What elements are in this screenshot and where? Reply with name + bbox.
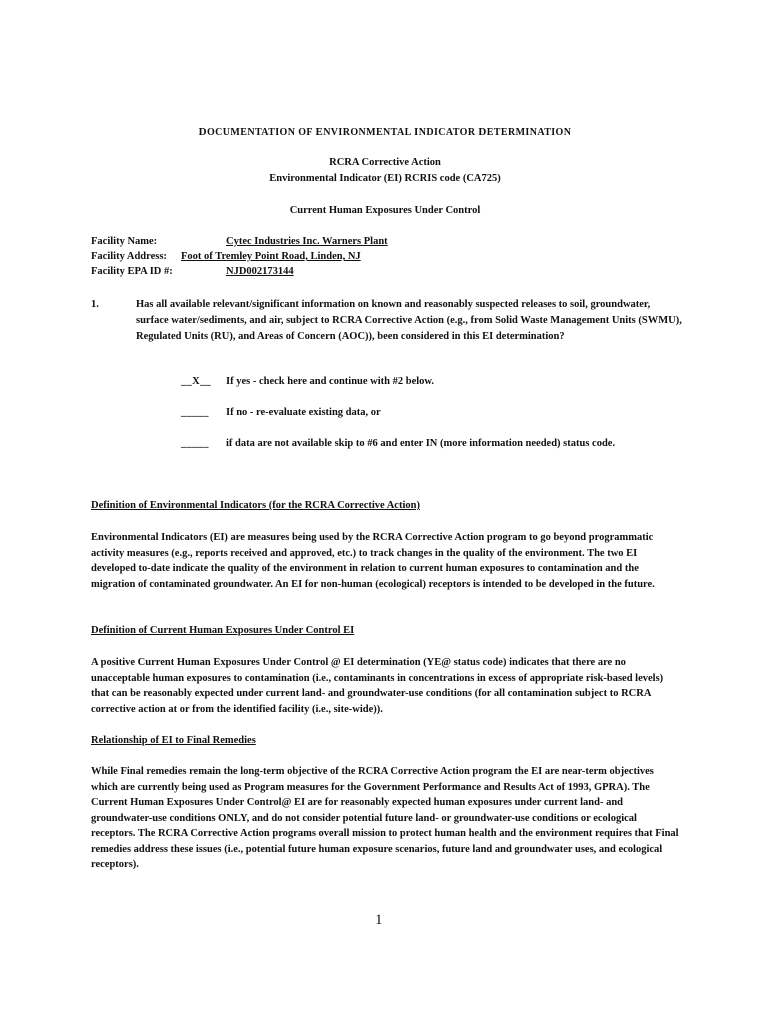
title-part: D	[198, 126, 207, 138]
title-part: OCUMENTATION OF	[207, 127, 316, 138]
program-line: RCRA Corrective Action	[329, 157, 441, 168]
page-number: 1	[375, 912, 383, 928]
option-no-blank[interactable]: _____	[181, 407, 209, 418]
option-skip-text-content: if data are not available skip to #6 and enter IN (more information needed) status code.	[226, 438, 616, 449]
option-skip-text	[221, 436, 641, 452]
title-part: NDICATOR	[418, 127, 479, 138]
option-yes-text: If yes - check here and continue with #2 below.	[226, 376, 435, 387]
indicator-code-line: Environmental Indicator (EI) RCRIS code (CA725)	[269, 173, 501, 184]
option-skip-blank[interactable]: _____	[181, 438, 209, 449]
facility-name-value: Cytec Industries Inc. Warners Plant	[226, 236, 388, 247]
title-part: D	[478, 126, 487, 138]
section-heading-ei-definition: Definition of Environmental Indicators (for the RCRA Corrective Action)	[91, 500, 420, 511]
section-body-final-remedies: While Final remedies remain the long-term objective of the RCRA Corrective Action program the EI are near-term objectives which are currently being used as Program measures for the Government Performance and Results Act of 1993, GPRA). The Current Human Exposures Under Control@ EI are for reasonably expected human exposures under current land- and groundwater-use conditions ONLY, and do not consider potential future land- or groundwater-use conditions or ecological receptors. The RCRA Corrective Action programs overall mission to protect human health and the environment requires that Final remedies address these issues (i.e., potential future human exposure scenarios, future land and groundwater uses, and ecological receptors).	[91, 766, 679, 870]
title-part: NVIRONMENTAL	[323, 127, 415, 138]
section-heading-final-remedies: Relationship of EI to Final Remedies	[91, 735, 256, 746]
facility-name-label: Facility Name:	[91, 236, 158, 247]
section-body-ei-definition: Environmental Indicators (EI) are measures being used by the RCRA Corrective Action program to go beyond programmatic activity measures (e.g., reports received and approved, etc.) to track changes in the quality of the environment. The two EI developed to-date indicate the quality of the environment in relation to current human exposures to contamination and the migration of contaminated groundwater. An EI for non-human (ecological) receptors is intended to be developed in the future.	[91, 532, 655, 590]
facility-epa-id-value: NJD002173144	[226, 266, 294, 277]
title-part: ETERMINATION	[486, 127, 572, 138]
section-heading-human-exposures: Definition of Current Human Exposures Under Control EI	[91, 625, 355, 636]
question-number: 1.	[91, 299, 99, 310]
document-title	[0, 126, 770, 138]
title-part: I	[414, 126, 419, 138]
facility-epa-id-label: Facility EPA ID #:	[91, 266, 173, 277]
question-text: Has all available relevant/significant information on known and reasonably suspected releases to soil, groundwater, surface water/sediments, and air, subject to RCRA Corrective Action (e.g., from Solid Waste Management Units (SWMU), Regulated Units (RU), and Areas of Concern (AOC)), been considered in this EI determination?	[136, 299, 682, 342]
section-body-human-exposures: A positive Current Human Exposures Under Control @ EI determination (YE@ status code) indicates that there are no unacceptable human exposures to contamination (i.e., contaminants in concentrations in excess of appropriate risk-based levels) that can be reasonably expected under current land- and groundwater-use conditions (for all contamination subject to RCRA corrective action at or from the identified facility (i.e., site-wide)).	[91, 657, 664, 715]
indicator-name-line: Current Human Exposures Under Control	[289, 205, 481, 216]
option-yes-blank[interactable]: __X__	[181, 376, 212, 387]
facility-address-label: Facility Address:	[91, 251, 167, 262]
option-no-text: If no - re-evaluate existing data, or	[226, 407, 381, 418]
title-part: E	[315, 126, 324, 138]
facility-address-value: Foot of Tremley Point Road, Linden, NJ	[181, 251, 361, 262]
